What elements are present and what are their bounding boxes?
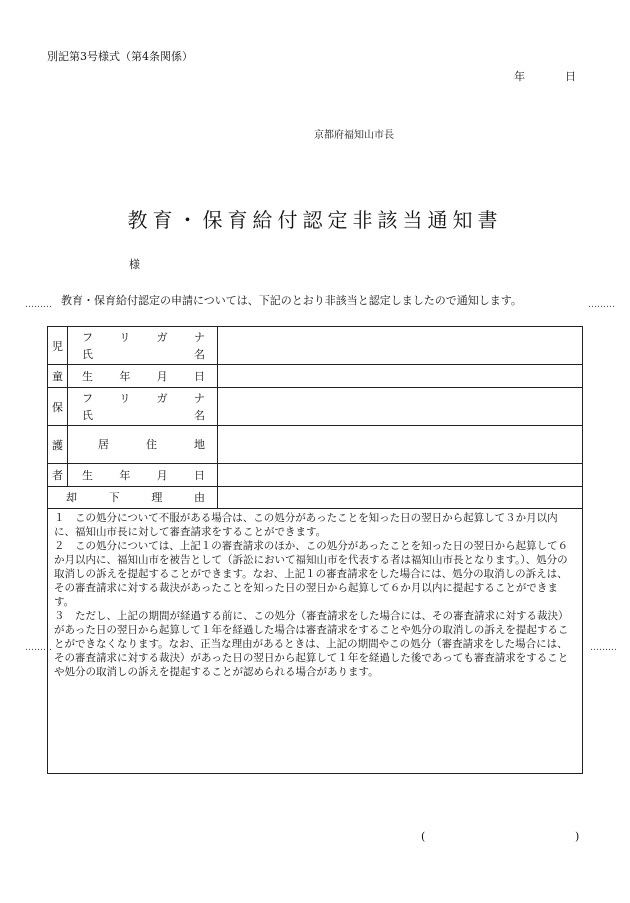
- date-day-char: 日: [565, 70, 576, 83]
- guardian-name-value[interactable]: [218, 388, 583, 426]
- child-birthdate-label: 生 年 月 日: [68, 365, 218, 388]
- rejection-reason-label: 却 下 理 由: [48, 487, 218, 509]
- issuer-name: 京都府福知山市長: [314, 130, 394, 141]
- notification-table: [47, 326, 583, 774]
- margin-mark-left-top: ………: [25, 300, 52, 310]
- recipient-suffix: 様: [129, 258, 140, 271]
- footer-paren-open: (: [421, 830, 426, 843]
- guardian-name-label: フ リ ガ ナ 氏 名: [68, 388, 218, 426]
- guardian-group-label-1: 保: [48, 388, 68, 426]
- guardian-address-label: 居 住 地: [68, 426, 218, 464]
- intro-text: 教育・保育給付認定の申請については、下記のとおり非該当と認定しましたので通知します。: [61, 294, 522, 307]
- appeal-note-2: ２ この処分については、上記１の審査請求のほか、この処分があったことを知った日の翌日から起算して６か月以内に、福知山市を被告として（訴訟において福知山市を代表する者は福知山市長となります。）、処分の取消しの訴えを提起することができます。なお、上記１の審査請求をした場合には、処分の取消しの訴えは、その審査請求に対する裁決があったことを知った日の翌日から起算して６か月以内に提起することができます。: [54, 540, 569, 608]
- child-name-label: フ リ ガ ナ 氏 名: [68, 327, 218, 365]
- guardian-address-value[interactable]: [218, 426, 583, 464]
- guardian-group-label-3: 者: [48, 464, 68, 487]
- rejection-reason-value[interactable]: [218, 487, 583, 509]
- child-group-label-1: 児: [48, 327, 68, 365]
- margin-mark-right-bottom: ………: [590, 643, 617, 653]
- footer-paren-close: ): [575, 830, 580, 843]
- appeal-note-3: ３ ただし、上記の期間が経過する前に、この処分（審査請求をした場合には、その審査請求に対する裁決）があった日の翌日から起算して１年を経過した場合は審査請求をすることや処分の取消しの訴えを提起することができなくなります。なお、正当な理由があるときは、上記の期間やこの処分（審査請求をした場合には、その審査請求に対する裁決）があった日の翌日から起算して１年を経過した後であっても審査請求をすることや処分の取消しの訴えを提起することが認められる場合があります。: [54, 610, 569, 678]
- form-number-label: 別記第3号様式（第4条関係）: [47, 50, 193, 63]
- appeal-notes: [48, 509, 583, 774]
- child-birthdate-value[interactable]: [218, 365, 583, 388]
- margin-mark-right-top: ………: [588, 300, 615, 310]
- date-year-char: 年: [514, 70, 525, 83]
- guardian-group-label-2: 護: [48, 426, 68, 464]
- guardian-birthdate-label: 生 年 月 日: [68, 464, 218, 487]
- child-group-label-2: 童: [48, 365, 68, 388]
- guardian-birthdate-value[interactable]: [218, 464, 583, 487]
- document-title: 教育・保育給付認定非該当通知書: [127, 208, 503, 232]
- appeal-note-1: １ この処分について不服がある場合は、この処分があったことを知った日の翌日から起算して３か月以内に、福知山市長に対して審査請求をすることができます。: [54, 512, 558, 538]
- child-name-value[interactable]: [218, 327, 583, 365]
- margin-mark-left-bottom: ………: [25, 643, 52, 653]
